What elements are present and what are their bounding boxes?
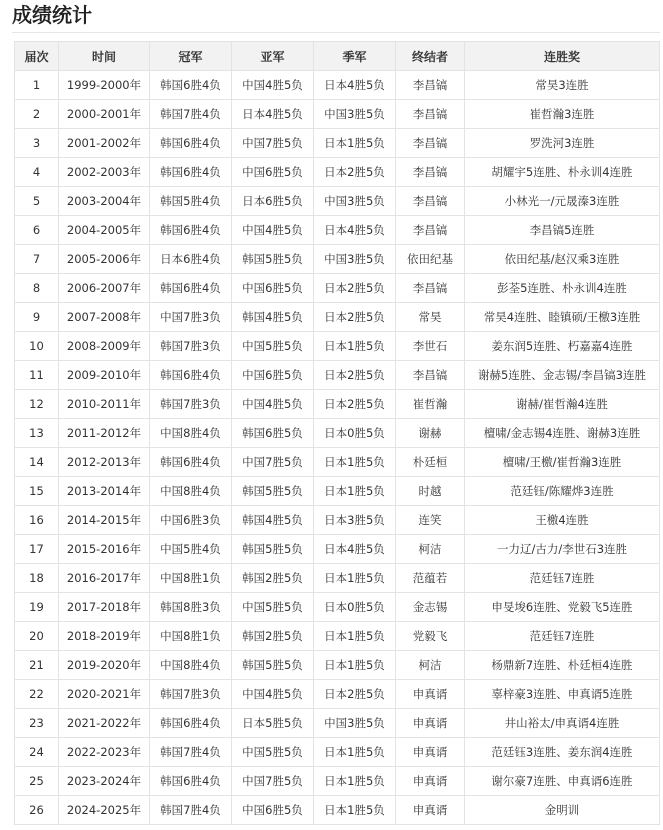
cell-period: 2018-2019年 [59,622,150,651]
cell-period: 2014-2015年 [59,506,150,535]
cell-third: 日本1胜5负 [314,332,396,361]
cell-third: 日本1胜5负 [314,477,396,506]
cell-runner-up: 日本4胜5负 [232,100,314,129]
cell-finisher: 连笑 [396,506,465,535]
table-row [15,448,660,477]
cell-runner-up: 韩国4胜5负 [232,506,314,535]
cell-period: 2015-2016年 [59,535,150,564]
table-row [15,129,660,158]
cell-streak-award: 檀啸/王檄/崔哲瀚3连胜 [465,448,660,477]
title-divider [12,32,660,33]
cell-round: 9 [15,303,59,332]
cell-champion: 韩国5胜4负 [150,187,232,216]
table-row [15,651,660,680]
cell-runner-up: 中国4胜5负 [232,680,314,709]
cell-streak-award: 彭荃5连胜、朴永训4连胜 [465,274,660,303]
cell-runner-up: 中国4胜5负 [232,390,314,419]
cell-round: 4 [15,158,59,187]
cell-round: 17 [15,535,59,564]
cell-runner-up: 韩国5胜5负 [232,651,314,680]
cell-third: 日本2胜5负 [314,361,396,390]
cell-streak-award: 谢赫5连胜、金志锡/李昌镐3连胜 [465,361,660,390]
cell-runner-up: 日本6胜5负 [232,187,314,216]
cell-runner-up: 中国7胜5负 [232,129,314,158]
cell-streak-award: 范廷钰7连胜 [465,622,660,651]
cell-period: 2005-2006年 [59,245,150,274]
header-round: 届次 [15,42,59,71]
cell-round: 7 [15,245,59,274]
cell-finisher: 李昌镐 [396,158,465,187]
table-row [15,100,660,129]
table-row [15,593,660,622]
cell-period: 2022-2023年 [59,738,150,767]
cell-third: 日本1胜5负 [314,448,396,477]
cell-third: 日本3胜5负 [314,506,396,535]
cell-streak-award: 罗洗河3连胜 [465,129,660,158]
cell-streak-award: 金明训 [465,796,660,825]
cell-period: 2010-2011年 [59,390,150,419]
cell-runner-up: 韩国4胜5负 [232,303,314,332]
cell-streak-award: 谢尔豪7连胜、申真谞6连胜 [465,767,660,796]
cell-round: 14 [15,448,59,477]
cell-streak-award: 依田纪基/赵汉乘3连胜 [465,245,660,274]
cell-third: 日本2胜5负 [314,390,396,419]
table-row [15,738,660,767]
table-row [15,332,660,361]
cell-champion: 韩国7胜4负 [150,796,232,825]
cell-runner-up: 韩国5胜5负 [232,245,314,274]
cell-period: 1999-2000年 [59,71,150,100]
cell-runner-up: 中国7胜5负 [232,767,314,796]
cell-champion: 韩国7胜3负 [150,332,232,361]
cell-period: 2020-2021年 [59,680,150,709]
cell-finisher: 金志锡 [396,593,465,622]
cell-streak-award: 范廷钰3连胜、姜东润4连胜 [465,738,660,767]
cell-runner-up: 中国5胜5负 [232,593,314,622]
cell-round: 6 [15,216,59,245]
cell-third: 日本2胜5负 [314,274,396,303]
cell-runner-up: 中国6胜5负 [232,361,314,390]
table-row [15,506,660,535]
cell-champion: 中国7胜3负 [150,303,232,332]
table-row [15,361,660,390]
table-row [15,419,660,448]
cell-streak-award: 谢赫/崔哲瀚4连胜 [465,390,660,419]
cell-round: 8 [15,274,59,303]
cell-champion: 韩国6胜4负 [150,274,232,303]
cell-runner-up: 韩国2胜5负 [232,622,314,651]
table-row [15,796,660,825]
cell-period: 2004-2005年 [59,216,150,245]
table-header-row [15,42,660,71]
header-champion: 冠军 [150,42,232,71]
cell-round: 3 [15,129,59,158]
cell-finisher: 崔哲瀚 [396,390,465,419]
cell-third: 日本1胜5负 [314,622,396,651]
cell-finisher: 柯洁 [396,651,465,680]
header-period: 时间 [59,42,150,71]
cell-finisher: 申真谞 [396,680,465,709]
cell-period: 2013-2014年 [59,477,150,506]
cell-finisher: 谢赫 [396,419,465,448]
cell-champion: 韩国7胜4负 [150,100,232,129]
cell-streak-award: 申旻埈6连胜、党毅飞5连胜 [465,593,660,622]
cell-streak-award: 辜梓豪3连胜、申真谞5连胜 [465,680,660,709]
cell-streak-award: 胡耀宇5连胜、朴永训4连胜 [465,158,660,187]
cell-finisher: 范蕴若 [396,564,465,593]
cell-finisher: 李世石 [396,332,465,361]
cell-runner-up: 中国6胜5负 [232,796,314,825]
cell-streak-award: 常昊3连胜 [465,71,660,100]
cell-third: 日本1胜5负 [314,564,396,593]
cell-third: 日本1胜5负 [314,129,396,158]
cell-third: 日本2胜5负 [314,158,396,187]
cell-period: 2009-2010年 [59,361,150,390]
results-table [14,41,660,825]
cell-champion: 韩国6胜4负 [150,158,232,187]
cell-runner-up: 中国4胜5负 [232,216,314,245]
cell-finisher: 李昌镐 [396,129,465,158]
cell-third: 中国3胜5负 [314,187,396,216]
cell-champion: 中国8胜4负 [150,651,232,680]
cell-round: 1 [15,71,59,100]
cell-third: 日本4胜5负 [314,535,396,564]
cell-third: 日本1胜5负 [314,796,396,825]
cell-finisher: 申真谞 [396,738,465,767]
cell-round: 12 [15,390,59,419]
cell-runner-up: 韩国2胜5负 [232,564,314,593]
cell-streak-award: 常昊4连胜、睦镇硕/王檄3连胜 [465,303,660,332]
cell-champion: 韩国6胜4负 [150,216,232,245]
cell-streak-award: 一力辽/古力/李世石3连胜 [465,535,660,564]
cell-finisher: 党毅飞 [396,622,465,651]
cell-period: 2000-2001年 [59,100,150,129]
cell-third: 日本0胜5负 [314,419,396,448]
cell-runner-up: 韩国5胜5负 [232,477,314,506]
cell-runner-up: 中国6胜5负 [232,274,314,303]
cell-runner-up: 中国4胜5负 [232,71,314,100]
header-third: 季军 [314,42,396,71]
cell-period: 2019-2020年 [59,651,150,680]
table-row [15,245,660,274]
cell-period: 2017-2018年 [59,593,150,622]
cell-finisher: 申真谞 [396,796,465,825]
cell-champion: 韩国7胜4负 [150,738,232,767]
table-row [15,71,660,100]
header-streak-award: 连胜奖 [465,42,660,71]
table-row [15,477,660,506]
cell-period: 2012-2013年 [59,448,150,477]
cell-streak-award: 崔哲瀚3连胜 [465,100,660,129]
cell-round: 22 [15,680,59,709]
cell-champion: 韩国6胜4负 [150,709,232,738]
table-row [15,767,660,796]
cell-champion: 韩国6胜4负 [150,129,232,158]
cell-period: 2002-2003年 [59,158,150,187]
cell-period: 2023-2024年 [59,767,150,796]
header-runner-up: 亚军 [232,42,314,71]
cell-finisher: 申真谞 [396,709,465,738]
table-row [15,303,660,332]
cell-champion: 韩国6胜4负 [150,767,232,796]
cell-streak-award: 范廷钰7连胜 [465,564,660,593]
cell-period: 2006-2007年 [59,274,150,303]
cell-round: 16 [15,506,59,535]
cell-champion: 中国8胜4负 [150,477,232,506]
table-body [15,71,660,825]
cell-finisher: 依田纪基 [396,245,465,274]
cell-finisher: 李昌镐 [396,100,465,129]
header-finisher: 终结者 [396,42,465,71]
cell-champion: 中国8胜1负 [150,622,232,651]
cell-third: 日本1胜5负 [314,651,396,680]
cell-finisher: 朴廷桓 [396,448,465,477]
cell-period: 2011-2012年 [59,419,150,448]
cell-champion: 日本6胜4负 [150,245,232,274]
table-row [15,216,660,245]
cell-champion: 中国8胜1负 [150,564,232,593]
cell-champion: 韩国6胜4负 [150,448,232,477]
cell-finisher: 时越 [396,477,465,506]
cell-period: 2024-2025年 [59,796,150,825]
cell-champion: 韩国7胜3负 [150,680,232,709]
cell-finisher: 柯洁 [396,535,465,564]
cell-round: 23 [15,709,59,738]
cell-runner-up: 中国7胜5负 [232,448,314,477]
cell-champion: 韩国7胜3负 [150,390,232,419]
table-row [15,274,660,303]
table-row [15,680,660,709]
table-row [15,709,660,738]
cell-round: 5 [15,187,59,216]
cell-round: 24 [15,738,59,767]
cell-runner-up: 中国5胜5负 [232,738,314,767]
cell-finisher: 李昌镐 [396,216,465,245]
table-row [15,187,660,216]
cell-third: 中国3胜5负 [314,245,396,274]
cell-streak-award: 小林光一/元晟溱3连胜 [465,187,660,216]
cell-runner-up: 韩国5胜5负 [232,535,314,564]
cell-third: 中国3胜5负 [314,709,396,738]
cell-champion: 韩国6胜4负 [150,361,232,390]
cell-runner-up: 日本5胜5负 [232,709,314,738]
cell-period: 2021-2022年 [59,709,150,738]
cell-round: 26 [15,796,59,825]
cell-champion: 中国8胜4负 [150,419,232,448]
cell-third: 日本1胜5负 [314,738,396,767]
cell-streak-award: 杨鼎新7连胜、朴廷桓4连胜 [465,651,660,680]
cell-finisher: 李昌镐 [396,187,465,216]
cell-third: 中国3胜5负 [314,100,396,129]
cell-champion: 韩国6胜4负 [150,71,232,100]
cell-finisher: 申真谞 [396,767,465,796]
cell-runner-up: 中国6胜5负 [232,158,314,187]
cell-third: 日本0胜5负 [314,593,396,622]
cell-champion: 中国5胜4负 [150,535,232,564]
cell-round: 11 [15,361,59,390]
cell-streak-award: 井山裕太/申真谞4连胜 [465,709,660,738]
cell-period: 2007-2008年 [59,303,150,332]
cell-round: 2 [15,100,59,129]
cell-streak-award: 范廷钰/陈耀烨3连胜 [465,477,660,506]
cell-streak-award: 李昌镐5连胜 [465,216,660,245]
cell-finisher: 李昌镐 [396,71,465,100]
cell-period: 2008-2009年 [59,332,150,361]
cell-finisher: 李昌镐 [396,361,465,390]
cell-champion: 韩国8胜3负 [150,593,232,622]
cell-streak-award: 王檄4连胜 [465,506,660,535]
cell-round: 19 [15,593,59,622]
cell-round: 20 [15,622,59,651]
cell-period: 2001-2002年 [59,129,150,158]
cell-third: 日本2胜5负 [314,680,396,709]
cell-round: 18 [15,564,59,593]
page-title: 成绩统计 [12,3,92,27]
table-row [15,622,660,651]
cell-runner-up: 韩国6胜5负 [232,419,314,448]
cell-period: 2003-2004年 [59,187,150,216]
cell-finisher: 常昊 [396,303,465,332]
cell-third: 日本2胜5负 [314,303,396,332]
cell-round: 10 [15,332,59,361]
cell-round: 15 [15,477,59,506]
cell-third: 日本4胜5负 [314,71,396,100]
cell-finisher: 李昌镐 [396,274,465,303]
cell-streak-award: 姜东润5连胜、朽嘉嘉4连胜 [465,332,660,361]
cell-champion: 中国6胜3负 [150,506,232,535]
table-row [15,564,660,593]
table-row [15,158,660,187]
cell-third: 日本1胜5负 [314,767,396,796]
cell-runner-up: 中国5胜5负 [232,332,314,361]
cell-streak-award: 檀啸/金志锡4连胜、谢赫3连胜 [465,419,660,448]
cell-round: 13 [15,419,59,448]
cell-round: 25 [15,767,59,796]
cell-period: 2016-2017年 [59,564,150,593]
cell-third: 日本4胜5负 [314,216,396,245]
table-row [15,390,660,419]
cell-round: 21 [15,651,59,680]
table-row [15,535,660,564]
